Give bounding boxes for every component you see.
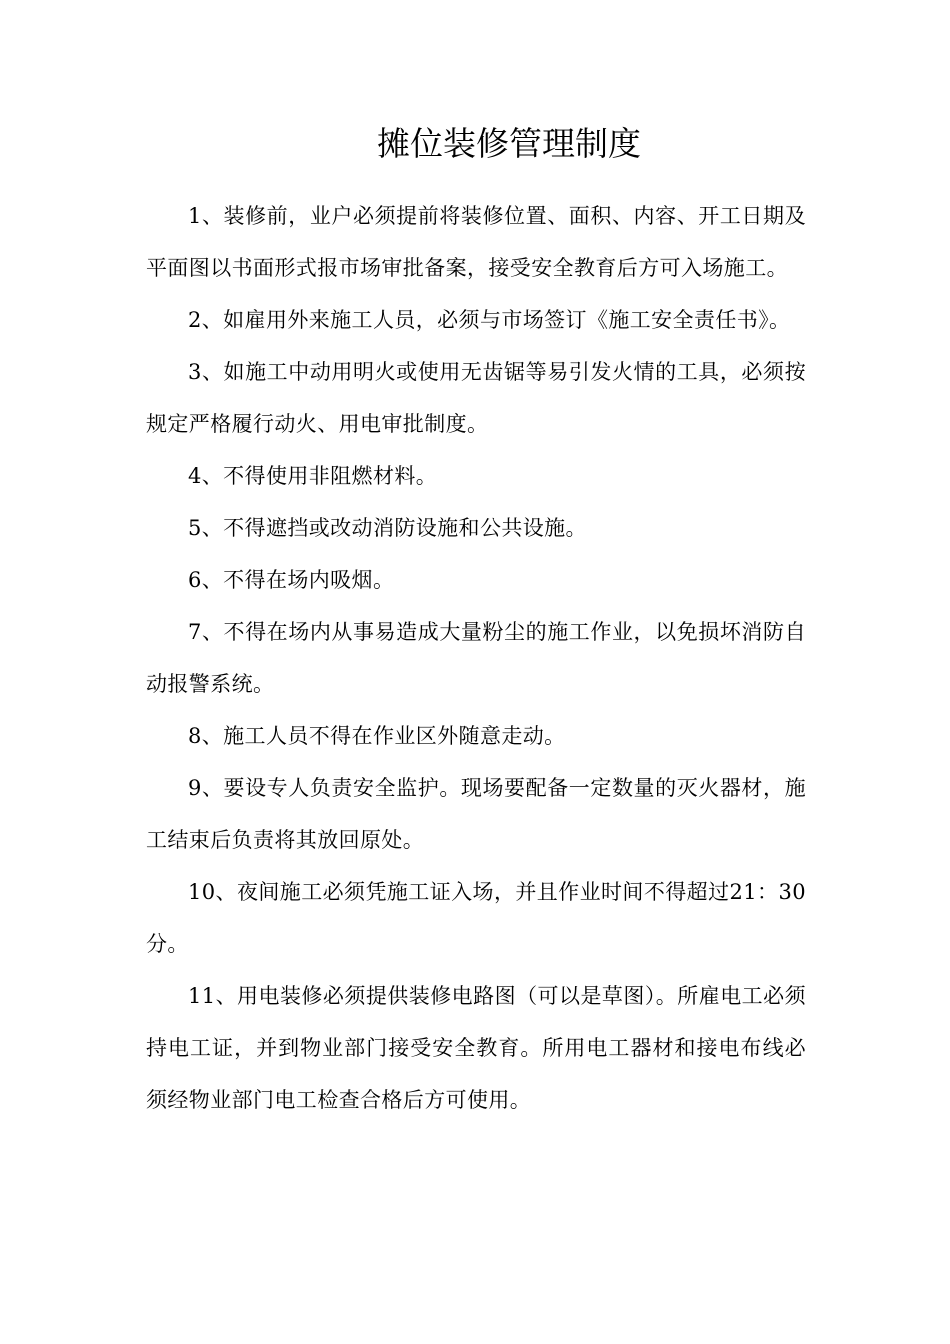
rule-8: 8、施工人员不得在作业区外随意走动。 [188,724,566,748]
rule-4: 4、不得使用非阻燃材料。 [188,464,438,488]
rule-9: 9、要设专人负责安全监护。现场要配备一定数量的灭火器材，施工结束后负责将其放回原处。 [146,776,806,852]
document-body [146,190,806,1126]
rule-11: 11、用电装修必须提供装修电路图（可以是草图）。所雇电工必须持电工证，并到物业部门接受安全教育。所用电工器材和接电布线必须经物业部门电工检查合格后方可使用。 [146,984,806,1112]
rule-3: 3、如施工中动用明火或使用无齿锯等易引发火情的工具，必须按规定严格履行动火、用电审批制度。 [146,360,806,436]
rule-10: 10、夜间施工必须凭施工证入场，并且作业时间不得超过21：30分。 [146,880,806,956]
rule-1: 1、装修前，业户必须提前将装修位置、面积、内容、开工日期及平面图以书面形式报市场审批备案，接受安全教育后方可入场施工。 [146,204,806,280]
document-title: 摊位装修管理制度 [377,124,641,163]
rule-6: 6、不得在场内吸烟。 [188,568,395,592]
rule-5: 5、不得遮挡或改动消防设施和公共设施。 [188,516,587,540]
rule-7: 7、不得在场内从事易造成大量粉尘的施工作业，以免损坏消防自动报警系统。 [146,620,806,696]
rule-2: 2、如雇用外来施工人员，必须与市场签订《施工安全责任书》。 [188,308,791,332]
